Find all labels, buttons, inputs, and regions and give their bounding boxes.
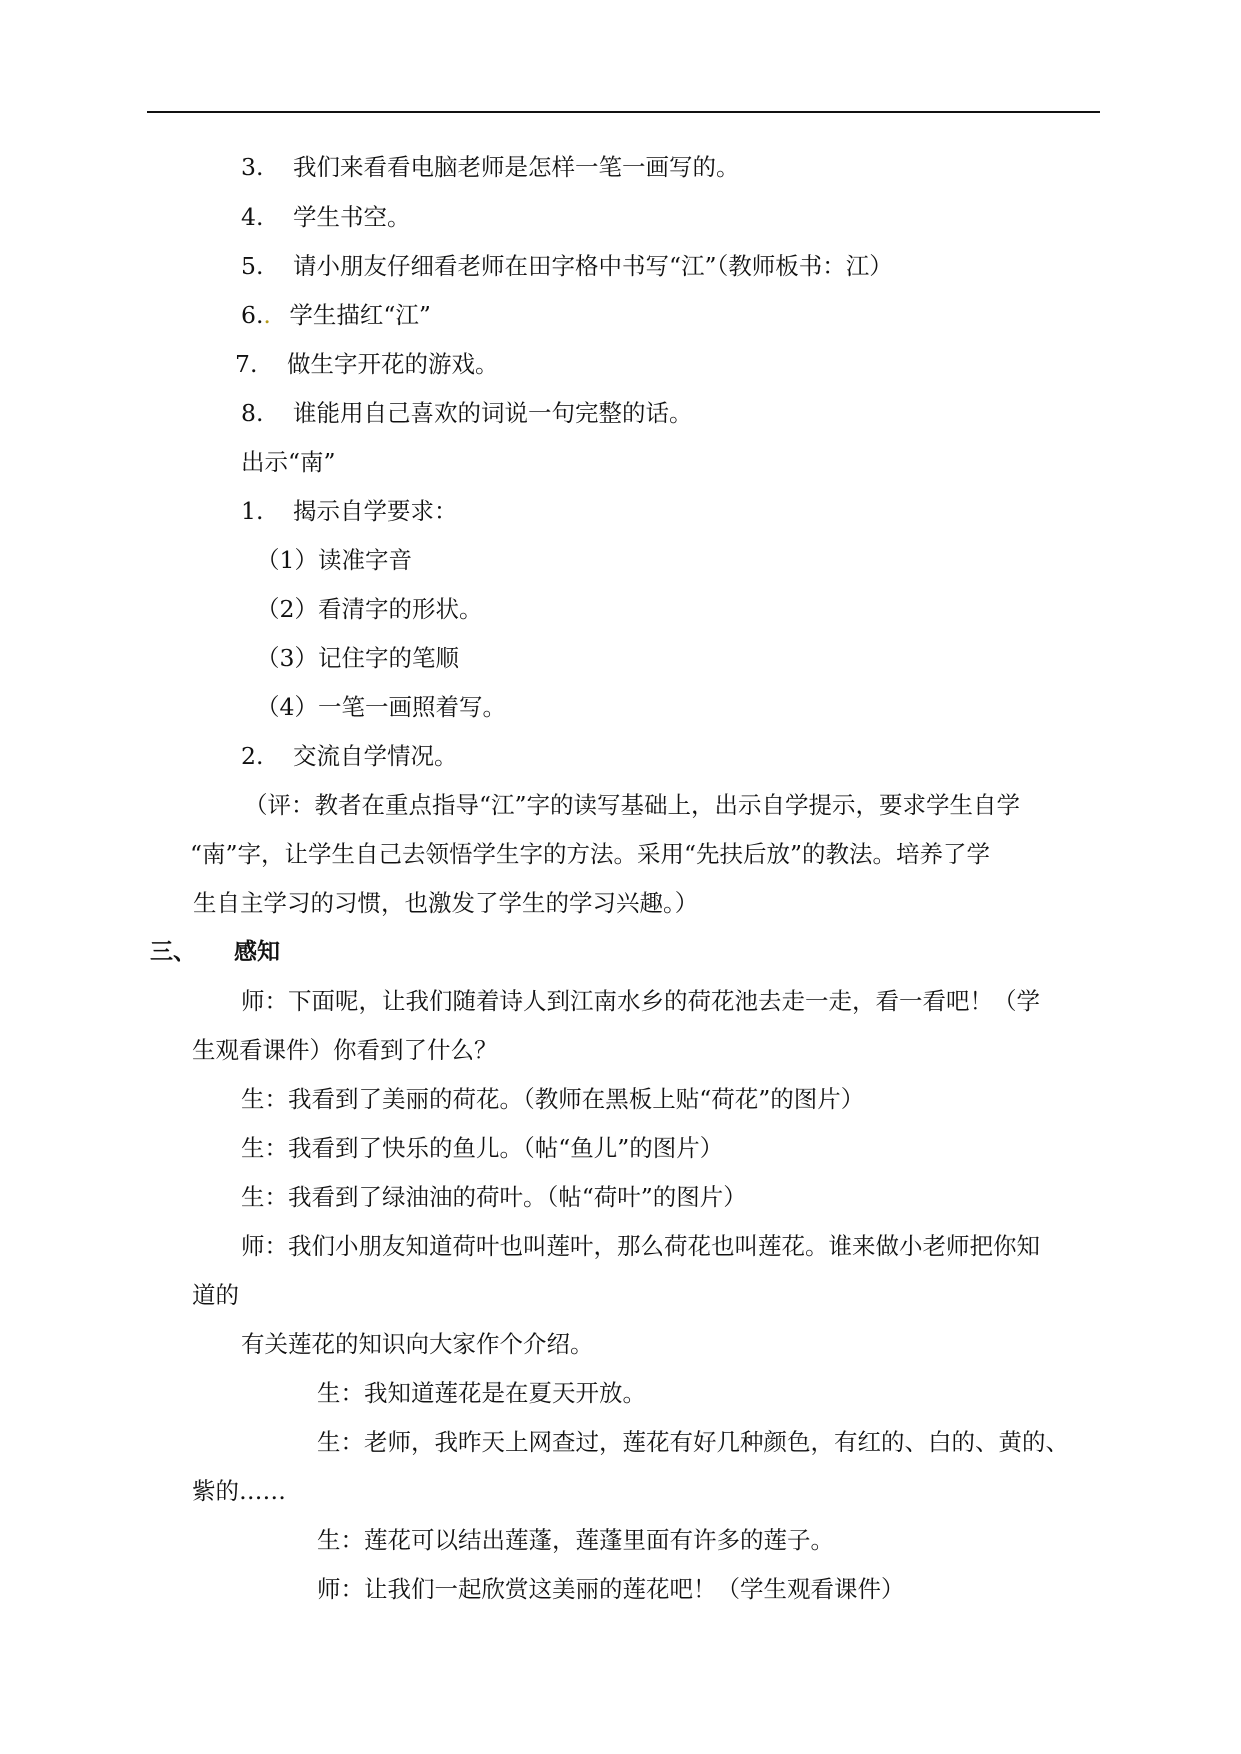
dialogue-line: 有关莲花的知识向大家作个介绍。: [241, 1330, 594, 1358]
list-item: [241, 202, 411, 232]
dialogue-line: 生：老师，我昨天上网查过，莲花有好几种颜色，有红的、白的、黄的、: [317, 1428, 1069, 1456]
item-text: 做生字开花的游戏。: [287, 350, 499, 378]
item-text: 我们来看看电脑老师是怎样一笔一画写的。: [293, 153, 740, 181]
comment-line: “南”字，让学生自己去领悟学生字的方法。采用“先扶后放”的教法。培养了学: [190, 840, 991, 868]
section-title: 感知: [234, 939, 280, 965]
dialogue-line: 生：我知道莲花是在夏天开放。: [317, 1379, 646, 1407]
comment-line: （评：教者在重点指导“江”字的读写基础上，出示自学提示，要求学生自学: [244, 791, 1021, 819]
item-number: 6.: [241, 301, 264, 329]
list-item: [241, 300, 431, 330]
item-number: 8.: [241, 399, 264, 427]
header-rule: [147, 111, 1100, 113]
item-number: 5.: [241, 252, 264, 280]
requirement-item: （4）一笔一画照着写。: [256, 693, 506, 721]
requirement-item: （1）读准字音: [256, 546, 412, 574]
dialogue-line: 师：下面呢，让我们随着诗人到江南水乡的荷花池去走一走，看一看吧！（学: [241, 987, 1040, 1015]
item-number: 2.: [241, 742, 264, 770]
item-number: 4.: [241, 203, 264, 231]
item-text: 交流自学情况。: [293, 742, 458, 770]
dialogue-line: 生观看课件）你看到了什么？: [192, 1036, 498, 1064]
show-nan-line: 出示“南”: [241, 448, 336, 476]
comment-line: 生自主学习的习惯，也激发了学生的学习兴趣。）: [193, 889, 699, 917]
dialogue-line: 师：我们小朋友知道荷叶也叫莲叶，那么荷花也叫莲花。谁来做小老师把你知: [241, 1232, 1040, 1260]
item-text: 请小朋友仔细看老师在田字格中书写“江”（教师板书：江）: [293, 252, 893, 280]
list-item: [241, 496, 458, 526]
dialogue-line: 师：让我们一起欣赏这美丽的莲花吧！（学生观看课件）: [317, 1575, 905, 1603]
item-number: 7.: [235, 350, 258, 378]
section-number: 三、: [150, 939, 196, 965]
item-text: 谁能用自己喜欢的词说一句完整的话。: [293, 399, 693, 427]
item-text: 学生书空。: [293, 203, 411, 231]
dialogue-line: 生：我看到了快乐的鱼儿。（帖“鱼儿”的图片）: [241, 1134, 724, 1162]
dialogue-line: 生：我看到了美丽的荷花。（教师在黑板上贴“荷花”的图片）: [241, 1085, 865, 1113]
item-number: 3.: [241, 153, 264, 181]
requirement-item: （3）记住字的笔顺: [256, 644, 459, 672]
dialogue-line: 紫的……: [192, 1477, 286, 1505]
dialogue-line: 生：我看到了绿油油的荷叶。（帖“荷叶”的图片）: [241, 1183, 747, 1211]
stray-dot: .: [263, 301, 271, 329]
list-item: [241, 251, 893, 281]
item-text: 揭示自学要求：: [293, 497, 458, 525]
list-item: [241, 398, 693, 428]
dialogue-line: 道的: [192, 1281, 239, 1309]
list-item: [235, 349, 499, 379]
dialogue-line: 生：莲花可以结出莲蓬，莲蓬里面有许多的莲子。: [317, 1526, 834, 1554]
requirement-item: （2）看清字的形状。: [256, 595, 483, 623]
item-text: 学生描红“江”: [289, 301, 431, 329]
section-heading: [150, 937, 280, 967]
list-item: [241, 741, 458, 771]
list-item: [241, 152, 740, 182]
item-number: 1.: [241, 497, 264, 525]
